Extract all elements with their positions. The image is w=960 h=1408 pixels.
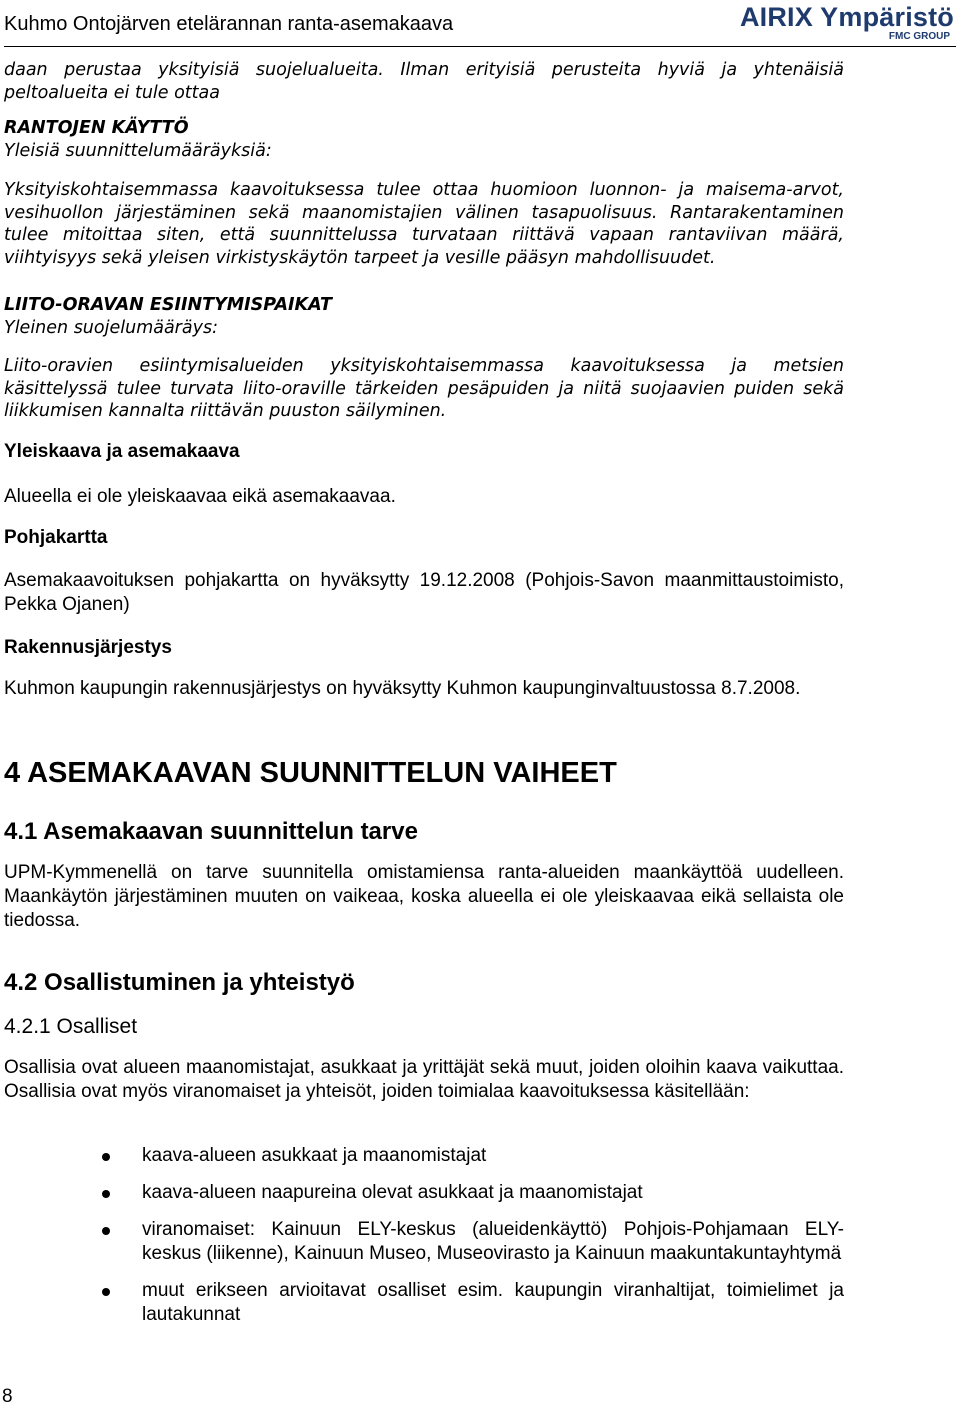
rantojen-paragraph: Yksityiskohtaisemmassa kaavoituksessa tulee ottaa huomioon luonnon- ja maisema-arvot, vesihuollon järjestäminen sekä maanomistajien välinen tasapuolisuus. Rantarakentaminen tulee mitoittaa siten, että suunnittelussa turvataan riittävä vapaan rantaviivan määrä, viihtyisyys sekä yleisen virkistyskäytön tarpeet ja vesille pääsyn mahdollisuudet. (4, 180, 844, 268)
section-4-2 (4, 968, 844, 1104)
list-item (96, 1181, 844, 1205)
logo-subtitle: FMC GROUP (888, 31, 950, 42)
liito-subtitle: Yleinen suojelumääräys: (4, 317, 218, 338)
section-4-1 (4, 817, 844, 933)
section-4-1-heading: 4.1 Asemakaavan suunnittelun tarve (4, 818, 418, 845)
stakeholder-list (96, 1144, 844, 1327)
section-4-2-heading: 4.2 Osallistuminen ja yhteistyö (4, 969, 355, 996)
rakennus-paragraph: Kuhmon kaupungin rakennusjärjestys on hyväksytty Kuhmon kaupunginvaltuustossa 8.7.2008. (4, 678, 801, 699)
section-4-2-1-paragraph: Osallisia ovat alueen maanomistajat, asukkaat ja yrittäjät sekä muut, joiden oloihin kaava vaikuttaa. Osallisia ovat myös viranomaiset ja yhteisöt, joiden toimialaa kaavoituksessa käsitellään: (4, 1057, 844, 1102)
pohjakartta-section (4, 526, 844, 617)
pohjakartta-paragraph: Asemakaavoituksen pohjakartta on hyväksytty 19.12.2008 (Pohjois-Savon maanmittaustoimisto, Pekka Ojanen) (4, 570, 844, 615)
liito-title: LIITO-ORAVAN ESIINTYMISPAIKAT (4, 295, 332, 315)
list-item-text: muut erikseen arvioitavat osalliset esim. kaupungin viranhaltijat, toimielimet ja lautakunnat (142, 1280, 844, 1325)
bullet-icon (102, 1227, 110, 1235)
yleiskaava-paragraph: Alueella ei ole yleiskaavaa eikä asemakaavaa. (4, 486, 396, 507)
liito-section (4, 294, 844, 423)
list-item (96, 1218, 844, 1266)
liito-paragraph: Liito-oravien esiintymisalueiden yksityiskohtaisemmassa kaavoituksessa ja metsien käsittelyssä tulee turvata liito-oraville tärkeiden pesäpuiden ja niitä suojaavien puiden sekä liikkumisen kannalta riittävän puuston säilyminen. (4, 356, 844, 421)
intro-paragraph-block (4, 59, 844, 104)
airix-logo (736, 2, 954, 42)
document-title: Kuhmo Ontojärven etelärannan ranta-asemakaava (4, 13, 454, 35)
section-4-heading: 4 ASEMAKAAVAN SUUNNITTELUN VAIHEET (4, 757, 617, 789)
yleiskaava-section (4, 440, 844, 509)
rakennus-heading: Rakennusjärjestys (4, 637, 172, 658)
rantojen-subtitle: Yleisiä suunnittelumääräyksiä: (4, 140, 272, 161)
list-item (96, 1279, 844, 1327)
logo-wordmark: AIRIX Ympäristö (739, 2, 954, 32)
rantojen-section (4, 117, 844, 269)
bullet-icon (102, 1190, 110, 1198)
list-item-text: kaava-alueen naapureina olevat asukkaat ja maanomistajat (142, 1182, 643, 1203)
bullet-icon (102, 1288, 110, 1296)
intro-paragraph: daan perustaa yksityisiä suojelualueita. Ilman erityisiä perusteita hyviä ja yhtenäisiä peltoalueita ei tule ottaa (4, 60, 844, 103)
section-4-1-paragraph: UPM-Kymmenellä on tarve suunnitella omistamiensa ranta-alueiden maankäyttöä uudelleen. Maankäytön järjestäminen muuten on vaikeaa, koska alueella ei ole yleiskaavaa eikä sellaista ole tiedossa. (4, 862, 844, 931)
list-item-text: viranomaiset: Kainuun ELY-keskus (alueidenkäyttö) Pohjois-Pohjamaan ELY-keskus (liikenne), Kainuun Museo, Museovirasto ja Kainuun maakuntakuntayhtymä (142, 1219, 844, 1264)
bullet-icon (102, 1153, 110, 1161)
pohjakartta-heading: Pohjakartta (4, 527, 108, 548)
page-number: 8 (2, 1386, 13, 1407)
section-4-2-1-heading: 4.2.1 Osalliset (4, 1015, 138, 1038)
list-item (96, 1144, 844, 1168)
page-header (4, 0, 956, 47)
section-4 (4, 756, 844, 790)
yleiskaava-heading: Yleiskaava ja asemakaava (4, 441, 240, 462)
rakennus-section (4, 636, 844, 701)
rantojen-title: RANTOJEN KÄYTTÖ (4, 118, 189, 138)
list-item-text: kaava-alueen asukkaat ja maanomistajat (142, 1145, 487, 1166)
